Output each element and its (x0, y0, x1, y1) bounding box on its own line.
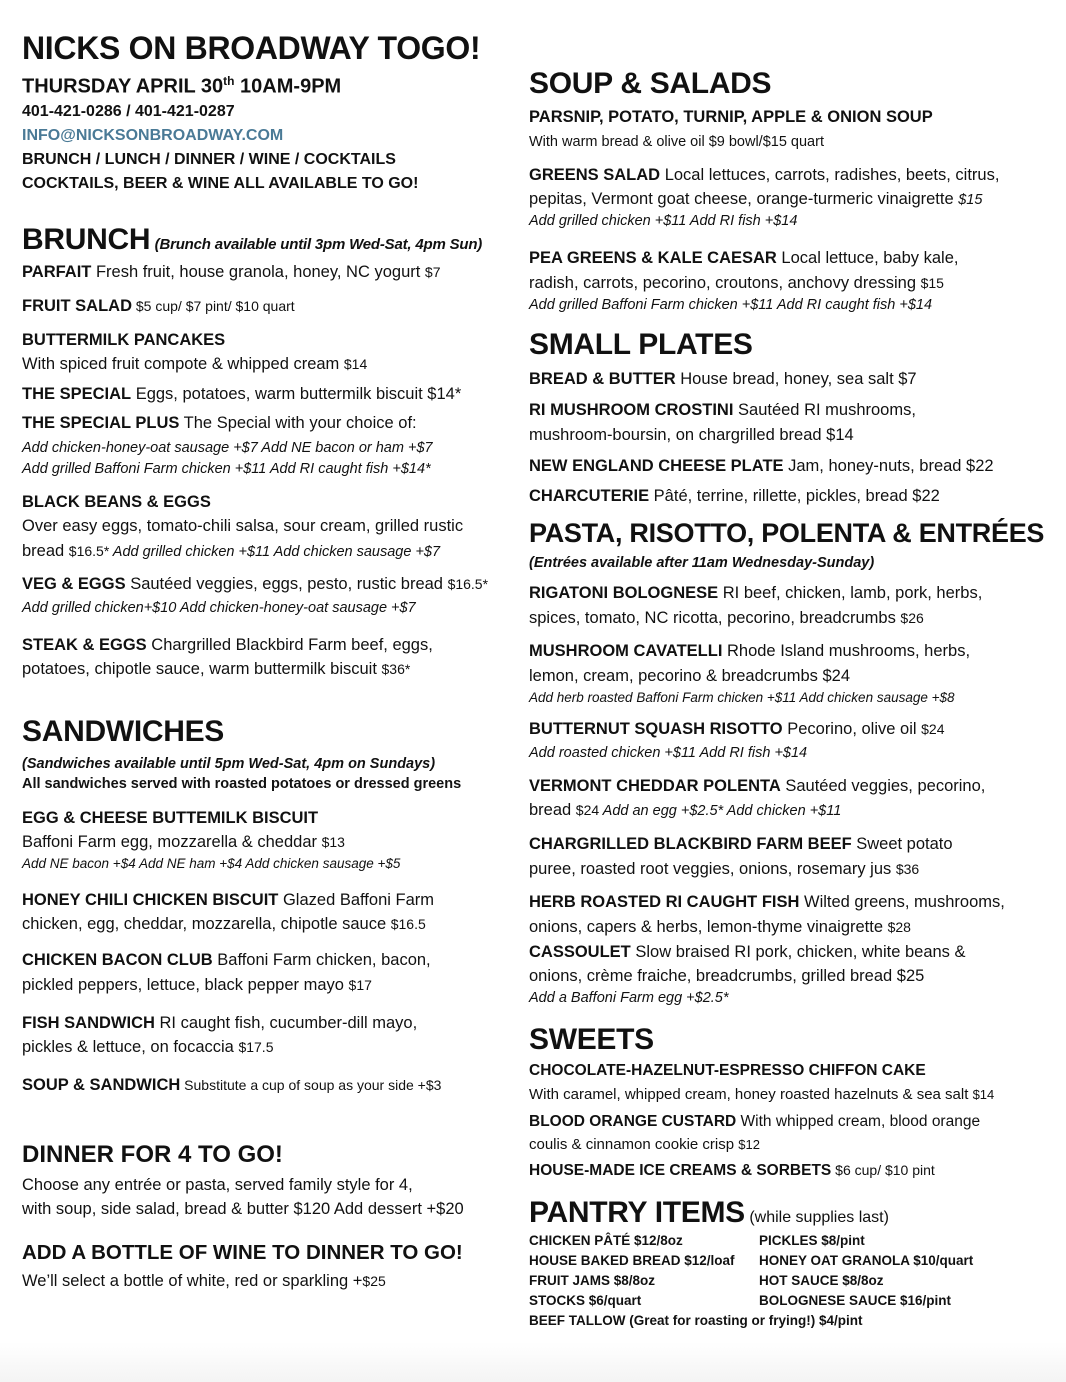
menu-item-honey-chili-desc: chicken, egg, cheddar, mozzarella, chipotle sauce $16.5 (22, 915, 426, 933)
menu-item-parfait: PARFAIT Fresh fruit, house granola, honey, NC yogurt $7 (22, 263, 441, 281)
menu-item-custard-desc: coulis & cinnamon cookie crisp $12 (529, 1136, 760, 1153)
pantry-item: CHICKEN PÂTÉ $12/8oz (529, 1233, 683, 1248)
menu-item-cake-desc: With caramel, whipped cream, honey roasted hazelnuts & sea salt $14 (529, 1086, 995, 1103)
dinner-desc-2: with soup, side salad, bread & butter $120 Add dessert +$20 (22, 1200, 464, 1218)
menu-item-pancakes-desc: With spiced fruit compote & whipped cream $14 (22, 355, 368, 373)
pantry-item: BOLOGNESE SAUCE $16/pint (759, 1293, 952, 1308)
risotto-addons: Add roasted chicken +$11 Add RI fish +$14 (529, 745, 808, 761)
pantry-item: HONEY OAT GRANOLA $10/quart (759, 1253, 974, 1268)
menu-item-fish-sandwich-desc: pickles & lettuce, on focaccia $17.5 (22, 1038, 274, 1056)
menu-item-crostini-desc: mushroom-boursin, on chargrilled bread $14 (529, 426, 854, 444)
pantry-item: HOT SAUCE $8/8oz (759, 1273, 884, 1288)
pantry-item: FRUIT JAMS $8/8oz (529, 1273, 656, 1288)
menu-item-greens: GREENS SALAD Local lettuces, carrots, radishes, beets, citrus, (529, 166, 1000, 184)
menu-item-cheese-plate: NEW ENGLAND CHEESE PLATE Jam, honey-nuts, bread $22 (529, 457, 994, 475)
dinner-desc-1: Choose any entrée or pasta, served family style for 4, (22, 1176, 413, 1194)
menu-item-custard: BLOOD ORANGE CUSTARD With whipped cream, blood orange (529, 1113, 981, 1130)
menu-item-soup-name: PARSNIP, POTATO, TURNIP, APPLE & ONION SOUP (529, 108, 933, 126)
menu-item-soup-sandwich: SOUP & SANDWICH Substitute a cup of soup as your side +$3 (22, 1076, 442, 1094)
menu-item-honey-chili: HONEY CHILI CHICKEN BISCUIT Glazed Baffoni Farm (22, 891, 434, 909)
phone-numbers: 401-421-0286 / 401-421-0287 (22, 103, 235, 120)
menu-item-beef-desc: puree, roasted root veggies, onions, rosemary jus $36 (529, 860, 920, 878)
menu-item-fish-sandwich: FISH SANDWICH RI caught fish, cucumber-dill mayo, (22, 1014, 418, 1032)
pantry-item: PICKLES $8/pint (759, 1233, 865, 1248)
menu-item-cassoulet: CASSOULET Slow braised RI pork, chicken, white beans & (529, 943, 966, 961)
date-hours: THURSDAY APRIL 30th 10AM-9PM (22, 74, 342, 98)
caesar-addons: Add grilled Baffoni Farm chicken +$11 Add RI caught fish +$14 (529, 297, 933, 313)
menu-item-fish-desc: onions, capers & herbs, lemon-thyme vinaigrette $28 (529, 918, 911, 936)
pantry-item: STOCKS $6/quart (529, 1293, 642, 1308)
page-bottom-shadow (0, 1342, 1066, 1382)
menu-item-soup-desc: With warm bread & olive oil $9 bowl/$15 quart (529, 134, 824, 150)
small-plates-heading: SMALL PLATES (529, 328, 753, 361)
menu-item-black-beans-name: BLACK BEANS & EGGS (22, 493, 211, 511)
egg-biscuit-addons: Add NE bacon +$4 Add NE ham +$4 Add chicken sausage +$5 (22, 856, 401, 871)
menu-item-crostini: RI MUSHROOM CROSTINI Sautéed RI mushrooms, (529, 401, 916, 419)
menu-item-club-desc: pickled peppers, lettuce, black pepper mayo $17 (22, 976, 372, 994)
menu-item-caesar-desc: radish, carrots, pecorino, croutons, anchovy dressing $15 (529, 274, 944, 292)
menu-item-special-plus: THE SPECIAL PLUS The Special with your choice of: (22, 414, 417, 432)
menu-item-fruit-salad: FRUIT SALAD $5 cup/ $7 pint/ $10 quart (22, 297, 295, 315)
special-plus-addons-1: Add chicken-honey-oat sausage +$7 Add NE bacon or ham +$7 (22, 440, 433, 456)
menu-item-beef: CHARGRILLED BLACKBIRD FARM BEEF Sweet potato (529, 835, 953, 853)
pantry-heading: PANTRY ITEMS (while supplies last) (529, 1196, 889, 1229)
menu-item-ice-cream: HOUSE-MADE ICE CREAMS & SORBETS $6 cup/ $10 pint (529, 1162, 935, 1179)
services-line: BRUNCH / LUNCH / DINNER / WINE / COCKTAILS (22, 151, 396, 168)
togo-availability: COCKTAILS, BEER & WINE ALL AVAILABLE TO GO! (22, 175, 419, 192)
cassoulet-addons: Add a Baffoni Farm egg +$2.5* (529, 990, 729, 1006)
pantry-item: HOUSE BAKED BREAD $12/loaf (529, 1253, 735, 1268)
menu-item-risotto: BUTTERNUT SQUASH RISOTTO Pecorino, olive oil $24 (529, 720, 945, 738)
menu-item-club: CHICKEN BACON CLUB Baffoni Farm chicken, bacon, (22, 951, 431, 969)
sandwiches-heading: SANDWICHES (22, 715, 225, 748)
menu-item-polenta-desc: bread $24 Add an egg +$2.5* Add chicken +$11 (529, 801, 842, 819)
menu-item-veg-eggs: VEG & EGGS Sautéed veggies, eggs, pesto, rustic bread $16.5* (22, 575, 489, 593)
pasta-note: (Entrées available after 11am Wednesday-Sunday) (529, 555, 875, 571)
menu-item-egg-biscuit-desc: Baffoni Farm egg, mozzarella & cheddar $13 (22, 833, 345, 851)
menu-item-black-beans-price: bread $16.5* Add grilled chicken +$11 Add chicken sausage +$7 (22, 542, 441, 560)
dinner-heading: DINNER FOR 4 TO GO! (22, 1141, 283, 1168)
veg-eggs-addons: Add grilled chicken+$10 Add chicken-honey-oat sausage +$7 (22, 600, 416, 616)
soup-salads-heading: SOUP & SALADS (529, 67, 772, 100)
cavatelli-addons: Add herb roasted Baffoni Farm chicken +$11 Add chicken sausage +$8 (529, 690, 955, 705)
menu-item-fish: HERB ROASTED RI CAUGHT FISH Wilted greens, mushrooms, (529, 893, 1005, 911)
menu-item-polenta: VERMONT CHEDDAR POLENTA Sautéed veggies, pecorino, (529, 777, 986, 795)
menu-item-cake-name: CHOCOLATE-HAZELNUT-ESPRESSO CHIFFON CAKE (529, 1062, 926, 1079)
brunch-heading: BRUNCH (Brunch available until 3pm Wed-Sat, 4pm Sun) (22, 223, 483, 256)
page-title: NICKS ON BROADWAY TOGO! (22, 30, 481, 66)
special-plus-addons-2: Add grilled Baffoni Farm chicken +$11 Add RI caught fish +$14* (22, 461, 431, 477)
greens-addons: Add grilled chicken +$11 Add RI fish +$14 (529, 213, 798, 229)
wine-heading: ADD A BOTTLE OF WINE TO DINNER TO GO! (22, 1241, 463, 1264)
menu-item-cavatelli-desc: lemon, cream, pecorino & breadcrumbs $24 (529, 667, 850, 685)
sandwiches-note: (Sandwiches available until 5pm Wed-Sat, 4pm on Sundays) (22, 756, 436, 772)
menu-item-caesar: PEA GREENS & KALE CAESAR Local lettuce, baby kale, (529, 249, 959, 267)
email-link[interactable]: INFO@NICKSONBROADWAY.COM (22, 127, 284, 144)
menu-item-black-beans-desc: Over easy eggs, tomato-chili salsa, sour cream, grilled rustic (22, 517, 464, 535)
menu-item-cavatelli: MUSHROOM CAVATELLI Rhode Island mushrooms, herbs, (529, 642, 971, 660)
menu-item-rigatoni-desc: spices, tomato, NC ricotta, pecorino, breadcrumbs $26 (529, 609, 924, 627)
menu-item-cassoulet-desc: onions, crème fraiche, breadcrumbs, grilled bread $25 (529, 967, 925, 985)
menu-item-charcuterie: CHARCUTERIE Pâté, terrine, rillette, pickles, bread $22 (529, 487, 940, 505)
menu-item-greens-desc: pepitas, Vermont goat cheese, orange-turmeric vinaigrette $15 (529, 190, 983, 208)
menu-item-steak-eggs-desc: potatoes, chipotle sauce, warm buttermilk biscuit $36* (22, 660, 411, 678)
wine-desc: We’ll select a bottle of white, red or sparkling +$25 (22, 1272, 386, 1290)
menu-item-rigatoni: RIGATONI BOLOGNESE RI beef, chicken, lamb, pork, herbs, (529, 584, 983, 602)
sweets-heading: SWEETS (529, 1023, 654, 1056)
pantry-item: BEEF TALLOW (Great for roasting or frying!) $4/pint (529, 1313, 863, 1328)
menu-item-pancakes-name: BUTTERMILK PANCAKES (22, 331, 226, 349)
pasta-heading: PASTA, RISOTTO, POLENTA & ENTRÉES (529, 518, 1045, 548)
menu-item-egg-biscuit-name: EGG & CHEESE BUTTEMILK BISCUIT (22, 809, 319, 827)
menu-item-steak-eggs: STEAK & EGGS Chargrilled Blackbird Farm beef, eggs, (22, 636, 433, 654)
menu-item-special: THE SPECIAL Eggs, potatoes, warm buttermilk biscuit $14* (22, 385, 462, 403)
sandwiches-sides-note: All sandwiches served with roasted potatoes or dressed greens (22, 776, 462, 792)
menu-item-bread: BREAD & BUTTER House bread, honey, sea salt $7 (529, 370, 917, 388)
